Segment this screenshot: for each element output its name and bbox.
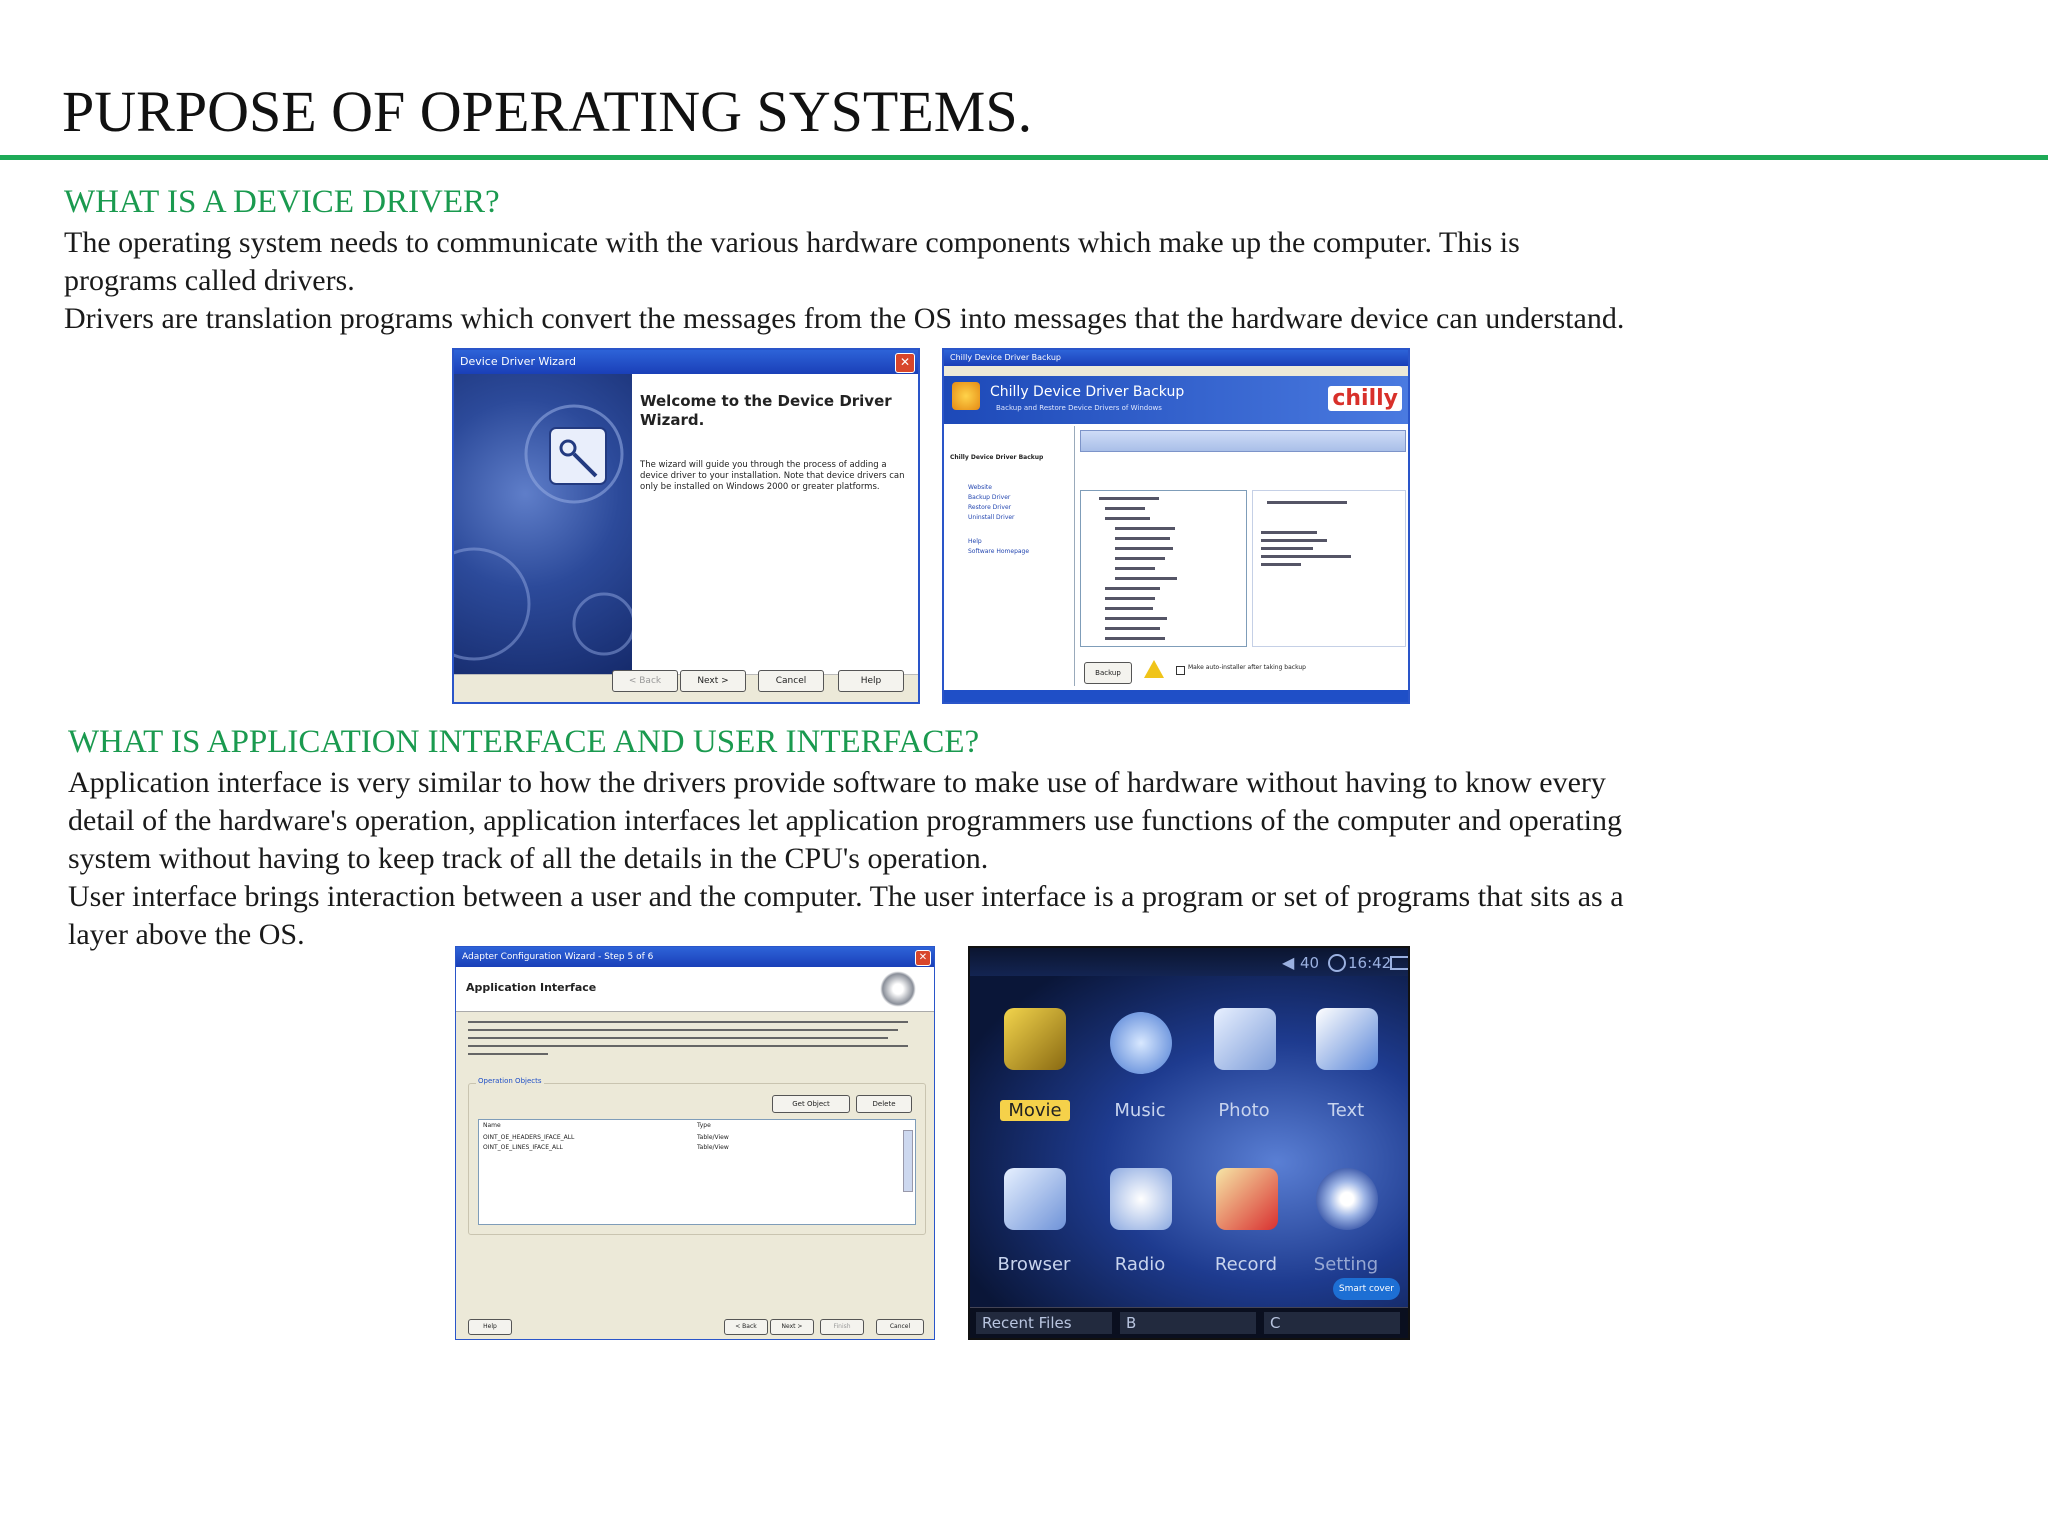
wizard-heading: Welcome to the Device Driver Wizard.	[640, 392, 892, 429]
chilly-side-link[interactable]: Software Homepage	[968, 548, 1030, 555]
section2-heading: WHAT IS APPLICATION INTERFACE AND USER INTERFACE?	[68, 724, 980, 760]
adapter-titlebar	[456, 947, 934, 967]
volume-icon: ◀	[1282, 953, 1295, 972]
browser-label[interactable]: Browser	[997, 1254, 1071, 1275]
chilly-tree	[1080, 490, 1247, 647]
chilly-titlebar	[944, 350, 1408, 366]
backup-button[interactable]: Backup	[1084, 662, 1132, 684]
wizard-body: The wizard will guide you through the process of adding a device driver to your installation. Note that device drivers can only be installed on Windows 2000 or greater platforms.	[640, 460, 905, 492]
get-object-button[interactable]: Get Object	[772, 1095, 850, 1113]
chilly-sidebar	[944, 426, 1075, 686]
adapter-wizard-screenshot	[455, 946, 935, 1340]
chilly-menubar	[944, 366, 1408, 376]
tab-b[interactable]: B	[1120, 1312, 1256, 1334]
volume-value: 40	[1300, 954, 1320, 972]
chilly-subtitle: Backup and Restore Device Drivers of Windows	[996, 404, 1162, 412]
section2-line: layer above the OS.	[68, 918, 305, 951]
chilly-content-tab	[1080, 430, 1406, 452]
text-label[interactable]: Text	[1327, 1100, 1365, 1121]
finish-button[interactable]: Finish	[820, 1319, 864, 1335]
chilly-window-title: Chilly Device Driver Backup	[950, 353, 1061, 362]
photo-icon[interactable]	[1214, 1008, 1276, 1070]
auto-installer-label: Make auto-installer after taking backup	[1188, 664, 1306, 671]
setting-icon[interactable]	[1316, 1168, 1378, 1230]
chilly-side-heading: Chilly Device Driver Backup	[950, 454, 1044, 461]
close-icon[interactable]: ✕	[895, 353, 915, 373]
chilly-details	[1252, 490, 1406, 647]
slide-title: PURPOSE OF OPERATING SYSTEMS.	[62, 79, 1033, 144]
chilly-statusbar	[944, 690, 1408, 702]
tab-recent-files[interactable]: Recent Files	[976, 1312, 1112, 1334]
section1-line: Drivers are translation programs which convert the messages from the OS into messages that the hardware device can understand.	[64, 302, 1625, 335]
wizard-titlebar	[454, 350, 918, 374]
chilly-logo: chilly	[1328, 386, 1402, 411]
table-header-type: Type	[697, 1122, 711, 1129]
adapter-heading: Application Interface	[466, 981, 597, 994]
next-button[interactable]: Next >	[770, 1319, 814, 1335]
details-lines	[1253, 491, 1405, 646]
operation-objects-label: Operation Objects	[478, 1077, 542, 1085]
table-row-type: Table/View	[697, 1134, 729, 1141]
adapter-window-title: Adapter Configuration Wizard - Step 5 of 6	[462, 952, 654, 962]
chilly-side-link[interactable]: Restore Driver	[968, 504, 1012, 511]
text-icon[interactable]	[1316, 1008, 1378, 1070]
back-button[interactable]: < Back	[612, 670, 678, 692]
table-scrollbar[interactable]	[903, 1130, 913, 1192]
title-rule	[0, 155, 2048, 160]
radio-label[interactable]: Radio	[1114, 1254, 1166, 1275]
photo-label[interactable]: Photo	[1218, 1100, 1270, 1121]
adapter-gear-icon	[880, 971, 916, 1007]
auto-installer-checkbox[interactable]	[1176, 666, 1185, 675]
section2-text	[68, 764, 1968, 954]
chilly-backup-screenshot	[942, 348, 1410, 704]
wizard-side-panel	[454, 374, 632, 674]
record-label[interactable]: Record	[1214, 1254, 1278, 1275]
cancel-button[interactable]: Cancel	[876, 1319, 924, 1335]
section1-heading: WHAT IS A DEVICE DRIVER?	[64, 184, 500, 220]
clock-icon	[1328, 954, 1346, 972]
music-label[interactable]: Music	[1114, 1100, 1166, 1121]
section1-text	[64, 224, 1964, 338]
tree-lines	[1081, 491, 1246, 646]
chilly-side-link[interactable]: Help	[968, 538, 982, 545]
objects-table	[478, 1119, 916, 1225]
section2-line: detail of the hardware's operation, application interfaces let application programmers use functions of the computer and operating	[68, 804, 1623, 837]
wizard-graphic	[454, 374, 632, 674]
setting-label[interactable]: Setting	[1313, 1254, 1379, 1275]
section2-line: system without having to keep track of all the details in the CPU's operation.	[68, 842, 989, 875]
radio-icon[interactable]	[1110, 1168, 1172, 1230]
media-player-screenshot	[968, 946, 1410, 1340]
device-driver-wizard-screenshot	[452, 348, 920, 704]
movie-icon[interactable]	[1004, 1008, 1066, 1070]
delete-button[interactable]: Delete	[856, 1095, 912, 1113]
chilly-app-name: Chilly Device Driver Backup	[990, 384, 1185, 400]
movie-label[interactable]: Movie	[1000, 1100, 1070, 1121]
section1-line: The operating system needs to communicate with the various hardware components which make up the computer. This is	[64, 226, 1520, 259]
table-row-name[interactable]: OINT_OE_HEADERS_IFACE_ALL	[483, 1134, 575, 1141]
section1-line: programs called drivers.	[64, 264, 355, 297]
browser-icon[interactable]	[1004, 1168, 1066, 1230]
help-button[interactable]: Help	[468, 1319, 512, 1335]
adapter-description	[468, 1017, 928, 1065]
warning-icon	[1144, 660, 1164, 678]
back-button[interactable]: < Back	[724, 1319, 768, 1335]
chilly-side-link[interactable]: Backup Driver	[968, 494, 1011, 501]
battery-icon	[1390, 956, 1410, 970]
smart-cover-badge[interactable]: Smart cover	[1333, 1278, 1400, 1300]
chilly-app-icon	[952, 382, 980, 410]
tab-c[interactable]: C	[1264, 1312, 1400, 1334]
clock-time: 16:42	[1348, 954, 1392, 972]
section2-line: Application interface is very similar to how the drivers provide software to make use of hardware without having to know every	[68, 766, 1606, 799]
music-icon[interactable]	[1110, 1012, 1172, 1074]
close-icon[interactable]: ✕	[915, 950, 931, 966]
help-button[interactable]: Help	[838, 670, 904, 692]
chilly-side-link[interactable]: Uninstall Driver	[968, 514, 1015, 521]
table-header-name: Name	[483, 1122, 501, 1129]
chilly-side-link[interactable]: Website	[968, 484, 992, 491]
table-row-type: Table/View	[697, 1144, 729, 1151]
cancel-button[interactable]: Cancel	[758, 670, 824, 692]
table-row-name[interactable]: OINT_OE_LINES_IFACE_ALL	[483, 1144, 563, 1151]
section2-line: User interface brings interaction between a user and the computer. The user interface is a program or set of programs that sits as a	[68, 880, 1624, 913]
wizard-title: Device Driver Wizard	[460, 355, 576, 368]
record-icon[interactable]	[1216, 1168, 1278, 1230]
next-button[interactable]: Next >	[680, 670, 746, 692]
